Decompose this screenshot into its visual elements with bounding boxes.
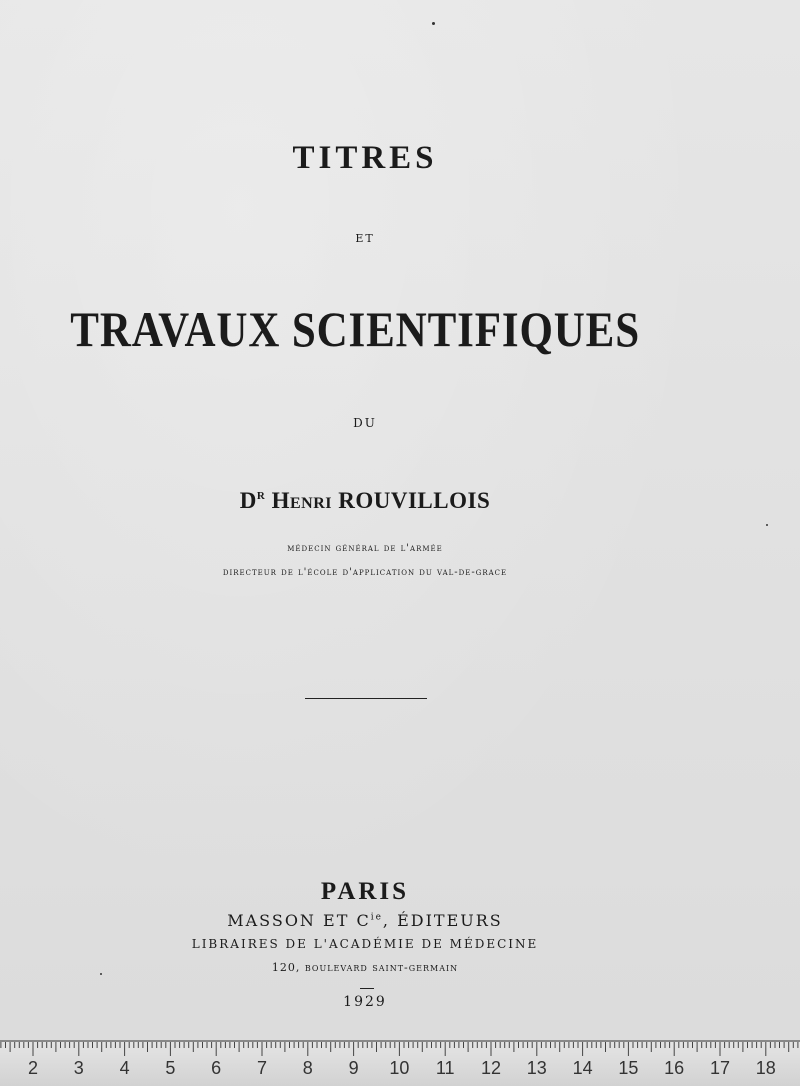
year-dash [360, 988, 374, 989]
ruler-label: 12 [480, 1058, 502, 1078]
ruler-label: 9 [348, 1058, 359, 1078]
ruler-label: 10 [389, 1058, 410, 1078]
ruler-label: 5 [165, 1058, 176, 1078]
preposition-du: DU [353, 416, 377, 430]
paper-speck [100, 973, 102, 975]
author-role-2: directeur de l'école d'application du val-de-grace [222, 567, 508, 578]
publication-city: PARIS [320, 878, 410, 905]
publisher-prefix: MASSON ET C [227, 911, 371, 930]
address-street: boulevard saint-germain [304, 961, 459, 974]
ruler-label: 15 [618, 1058, 639, 1078]
ruler-label: 2 [27, 1058, 39, 1078]
author-role-1: médecin général de l'armée [287, 543, 443, 554]
ruler-label: 13 [526, 1058, 547, 1078]
publisher-libraires: LIBRAIRES DE L'ACADÉMIE DE MÉDECINE [191, 937, 539, 951]
ruler-label: 4 [119, 1058, 130, 1078]
author-title-superscript: R [256, 490, 266, 502]
author-last-name: ROUVILLOIS [338, 488, 491, 513]
publisher-address [0, 961, 730, 974]
author-name [0, 488, 730, 514]
title-line-2: TRAVAUX SCIENTIFIQUES [70, 301, 640, 357]
ruler-label: 7 [256, 1058, 268, 1078]
title-line-1: TITRES [292, 140, 438, 176]
ruler-label: 8 [302, 1058, 313, 1078]
author-title: D [239, 488, 257, 513]
publication-year: 1929 [343, 994, 387, 1010]
divider-rule [305, 698, 427, 699]
ruler-label: 14 [572, 1058, 593, 1078]
ruler-label: 11 [435, 1058, 455, 1078]
ruler-label: 18 [755, 1058, 776, 1078]
ruler-label: 16 [664, 1058, 685, 1078]
address-number: 120, [271, 961, 301, 974]
conjunction-et: ET [355, 232, 375, 245]
measuring-ruler [0, 1040, 800, 1086]
publisher-suffix: , ÉDITEURS [382, 911, 503, 930]
paper-speck [766, 524, 768, 526]
publisher-superscript: ie [370, 912, 383, 923]
author-first-name: Henri [271, 488, 332, 513]
paper-speck [432, 22, 435, 25]
ruler-label: 17 [709, 1058, 731, 1078]
publisher-name [0, 911, 730, 930]
ruler-label: 3 [73, 1058, 84, 1078]
ruler-label: 6 [211, 1058, 222, 1078]
